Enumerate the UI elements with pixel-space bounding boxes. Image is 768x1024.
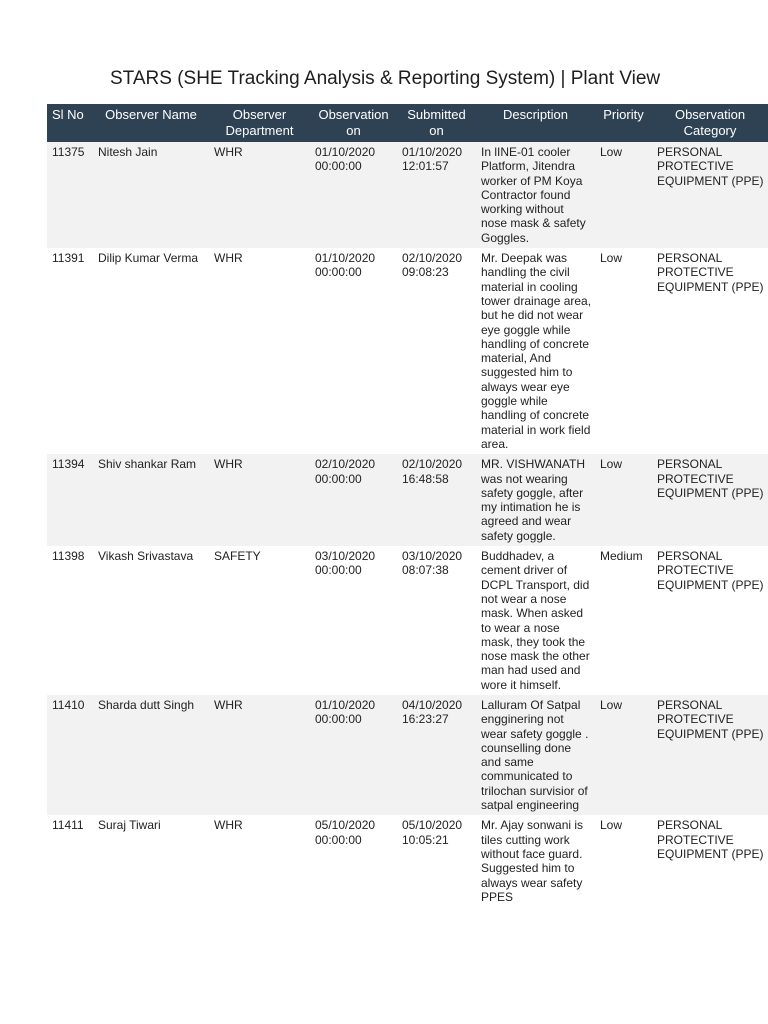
cell-description: Buddhadev, a cement driver of DCPL Transport, did not wear a nose mask. When asked to wear a nose mask, they took the nose mask the other man had used and wore it himself. [476,546,595,695]
cell-observer-name: Vikash Srivastava [93,546,209,695]
cell-category: PERSONAL PROTECTIVE EQUIPMENT (PPE) [652,815,768,907]
cell-priority: Low [595,142,652,248]
column-header-description[interactable]: Description [476,104,595,142]
cell-department: WHR [209,695,310,815]
cell-description: MR. VISHWANATH was not wearing safety goggle, after my intimation he is agreed and wear safety goggle. [476,454,595,546]
cell-observation-on: 02/10/2020 00:00:00 [310,454,397,546]
column-header-observer-name[interactable]: Observer Name [93,104,209,142]
table-row [47,695,768,815]
cell-priority: Low [595,695,652,815]
cell-submitted-on: 05/10/2020 10:05:21 [397,815,476,907]
cell-observer-name: Nitesh Jain [93,142,209,248]
cell-description: Mr. Deepak was handling the civil material in cooling tower drainage area, but he did not wear eye goggle while handling of concrete material, And suggested him to always wear eye goggle while handling of concrete material in work field area. [476,248,595,454]
cell-department: WHR [209,454,310,546]
cell-sl-no: 11411 [47,815,93,907]
cell-priority: Medium [595,546,652,695]
cell-observation-on: 03/10/2020 00:00:00 [310,546,397,695]
column-header-priority[interactable]: Priority [595,104,652,142]
table-row [47,815,768,907]
column-header-sl-no[interactable]: Sl No [47,104,93,142]
cell-sl-no: 11398 [47,546,93,695]
cell-category: PERSONAL PROTECTIVE EQUIPMENT (PPE) [652,142,768,248]
observations-table [47,104,768,907]
cell-priority: Low [595,815,652,907]
column-header-submitted-on[interactable]: Submitted on [397,104,476,142]
cell-submitted-on: 03/10/2020 08:07:38 [397,546,476,695]
cell-department: SAFETY [209,546,310,695]
table-row [47,248,768,454]
column-header-observation-category[interactable]: Observation Category [652,104,768,142]
page-title: STARS (SHE Tracking Analysis & Reporting System) | Plant View [110,68,661,89]
cell-submitted-on: 04/10/2020 16:23:27 [397,695,476,815]
cell-observer-name: Dilip Kumar Verma [93,248,209,454]
cell-observation-on: 01/10/2020 00:00:00 [310,695,397,815]
cell-submitted-on: 02/10/2020 09:08:23 [397,248,476,454]
cell-submitted-on: 02/10/2020 16:48:58 [397,454,476,546]
cell-department: WHR [209,815,310,907]
column-header-observation-on[interactable]: Observation on [310,104,397,142]
cell-priority: Low [595,454,652,546]
table-row [47,454,768,546]
cell-description: Lalluram Of Satpal engginering not wear safety goggle . counselling done and same communicated to trilochan survisior of satpal engineering [476,695,595,815]
cell-description: Mr. Ajay sonwani is tiles cutting work without face guard. Suggested him to always wear safety PPES [476,815,595,907]
cell-sl-no: 11391 [47,248,93,454]
cell-sl-no: 11410 [47,695,93,815]
table-header-row [47,104,768,142]
cell-observer-name: Sharda dutt Singh [93,695,209,815]
cell-observer-name: Suraj Tiwari [93,815,209,907]
cell-category: PERSONAL PROTECTIVE EQUIPMENT (PPE) [652,546,768,695]
column-header-observer-department[interactable]: Observer Department [209,104,310,142]
cell-sl-no: 11375 [47,142,93,248]
table-row [47,142,768,248]
cell-priority: Low [595,248,652,454]
cell-observation-on: 05/10/2020 00:00:00 [310,815,397,907]
cell-department: WHR [209,248,310,454]
cell-sl-no: 11394 [47,454,93,546]
cell-category: PERSONAL PROTECTIVE EQUIPMENT (PPE) [652,695,768,815]
cell-submitted-on: 01/10/2020 12:01:57 [397,142,476,248]
cell-observation-on: 01/10/2020 00:00:00 [310,248,397,454]
cell-observer-name: Shiv shankar Ram [93,454,209,546]
cell-category: PERSONAL PROTECTIVE EQUIPMENT (PPE) [652,454,768,546]
cell-description: In lINE-01 cooler Platform, Jitendra worker of PM Koya Contractor found working without nose mask & safety Goggles. [476,142,595,248]
cell-category: PERSONAL PROTECTIVE EQUIPMENT (PPE) [652,248,768,454]
cell-observation-on: 01/10/2020 00:00:00 [310,142,397,248]
table-row [47,546,768,695]
cell-department: WHR [209,142,310,248]
